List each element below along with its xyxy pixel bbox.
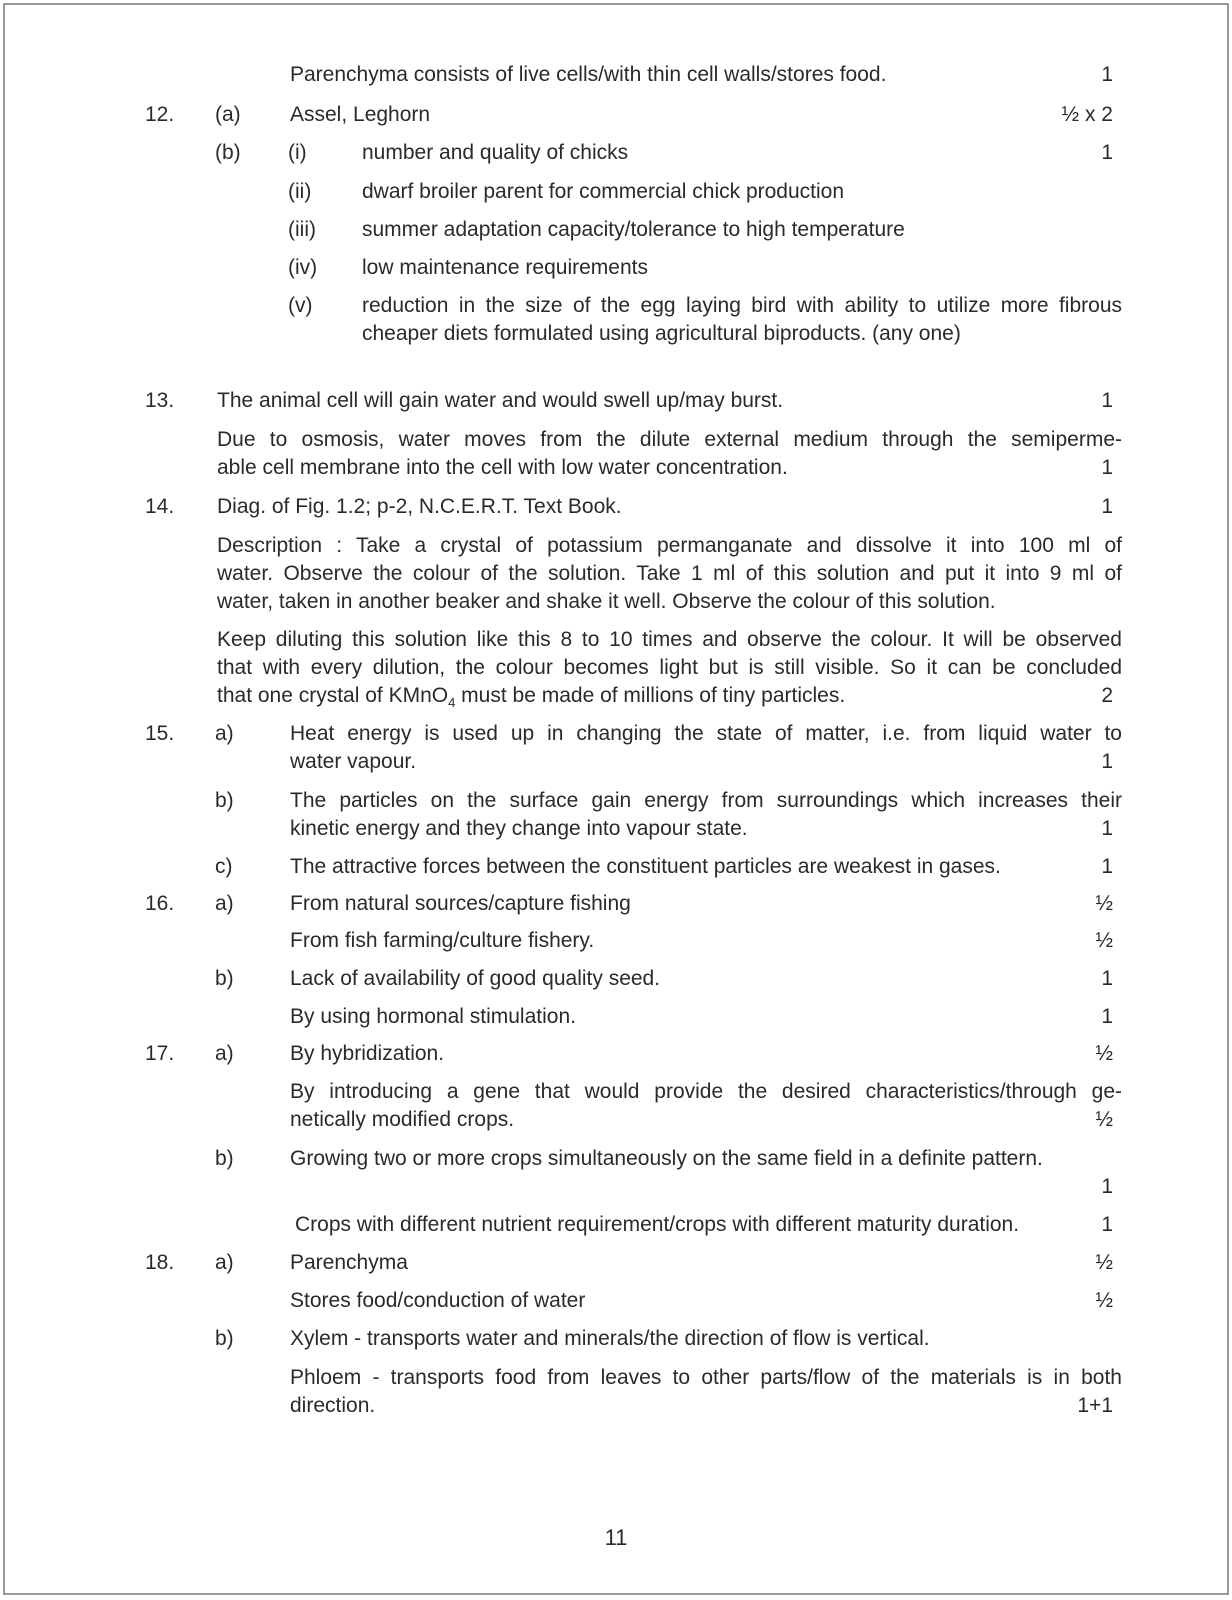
answer-line: From fish farming/culture fishery. <box>290 929 595 952</box>
item-label: (v) <box>288 294 313 317</box>
part-label: b) <box>215 789 234 812</box>
answer-line: able cell membrane into the cell with low water concentration. <box>217 456 788 479</box>
answer-line: By introducing a gene that would provide the desired characteristics/through ge- <box>290 1080 1122 1103</box>
answer-line: dwarf broiler parent for commercial chick production <box>362 180 845 203</box>
item-label: (iii) <box>288 218 316 241</box>
part-label: a) <box>215 892 234 915</box>
question-number: 16. <box>145 892 175 915</box>
answer-line: number and quality of chicks <box>362 141 629 164</box>
marks: 1 <box>1101 1005 1113 1028</box>
answer-line: By hybridization. <box>290 1042 445 1065</box>
answer-line: low maintenance requirements <box>362 256 648 279</box>
answer-line: Parenchyma <box>290 1251 408 1274</box>
answer-line: Description : Take a crystal of potassium permanganate and dissolve it into 100 ml of <box>217 534 1122 557</box>
answer-line: The animal cell will gain water and would swell up/may burst. <box>217 389 784 412</box>
part-label: b) <box>215 1327 234 1350</box>
answer-line: Heat energy is used up in changing the state of matter, i.e. from liquid water to <box>290 722 1122 745</box>
answer-line: water vapour. <box>290 750 417 773</box>
part-label: a) <box>215 1042 234 1065</box>
answer-line: cheaper diets formulated using agricultural biproducts. (any one) <box>362 322 961 345</box>
marks: 1 <box>1101 750 1113 773</box>
marks: ½ <box>1095 1289 1113 1312</box>
page-number: 11 <box>604 1525 628 1550</box>
part-label: c) <box>215 855 233 878</box>
marks: ½ <box>1095 1108 1113 1131</box>
answer-line: Parenchyma consists of live cells/with thin cell walls/stores food. <box>290 63 887 86</box>
marks: 2 <box>1101 684 1113 707</box>
question-number: 14. <box>145 495 175 518</box>
marks: ½ x 2 <box>1061 103 1113 126</box>
answer-line <box>217 682 1122 710</box>
question-number: 17. <box>145 1042 175 1065</box>
question-number: 18. <box>145 1251 175 1274</box>
answer-line: Diag. of Fig. 1.2; p-2, N.C.E.R.T. Text Book. <box>217 495 622 518</box>
marks: ½ <box>1095 929 1113 952</box>
answer-line: From natural sources/capture fishing <box>290 892 631 915</box>
item-label: (ii) <box>288 180 312 203</box>
marks: 1 <box>1101 967 1113 990</box>
marks: 1 <box>1101 456 1113 479</box>
marks: 1 <box>1101 389 1113 412</box>
marks: ½ <box>1095 892 1113 915</box>
answer-line: Growing two or more crops simultaneously on the same field in a definite pattern. <box>290 1147 1043 1170</box>
item-label: (iv) <box>288 256 318 279</box>
answer-line: Xylem - transports water and minerals/the direction of flow is vertical. <box>290 1327 930 1350</box>
marks: 1 <box>1101 63 1113 86</box>
answer-line: netically modified crops. <box>290 1108 515 1131</box>
answer-line: kinetic energy and they change into vapour state. <box>290 817 748 840</box>
answer-line: that with every dilution, the colour becomes light but is still visible. So it can be concluded <box>217 656 1122 679</box>
marks: 1 <box>1101 495 1113 518</box>
answer-line: direction. <box>290 1394 376 1417</box>
marks: 1 <box>1101 817 1113 840</box>
subscript: 4 <box>448 695 456 710</box>
answer-line: water. Observe the colour of the solution. Take 1 ml of this solution and put it into 9 ml of <box>217 562 1122 585</box>
part-label: b) <box>215 1147 234 1170</box>
marks: ½ <box>1095 1042 1113 1065</box>
answer-line: The attractive forces between the constituent particles are weakest in gases. <box>290 855 1001 878</box>
question-number: 15. <box>145 722 175 745</box>
answer-line: Stores food/conduction of water <box>290 1289 586 1312</box>
answer-line: Phloem - transports food from leaves to other parts/flow of the materials is in both <box>290 1366 1122 1389</box>
marks: ½ <box>1095 1251 1113 1274</box>
text-run: must be made of millions of tiny particles. <box>455 684 846 707</box>
marks: 1+1 <box>1077 1394 1113 1417</box>
answer-line: Due to osmosis, water moves from the dilute external medium through the semiperme- <box>217 428 1122 451</box>
answer-line: Crops with different nutrient requirement/crops with different maturity duration. <box>295 1213 1020 1236</box>
question-number: 13. <box>145 389 175 412</box>
text-run: that one crystal of KMnO <box>217 684 449 707</box>
answer-line: The particles on the surface gain energy from surroundings which increases their <box>290 789 1122 812</box>
answer-line: summer adaptation capacity/tolerance to high temperature <box>362 218 905 241</box>
part-label: (a) <box>215 103 241 126</box>
marks: 1 <box>1101 141 1113 164</box>
part-label: a) <box>215 1251 234 1274</box>
item-label: (i) <box>288 141 307 164</box>
part-label: a) <box>215 722 234 745</box>
answer-line: Keep diluting this solution like this 8 to 10 times and observe the colour. It will be observed <box>217 628 1122 651</box>
question-number: 12. <box>145 103 175 126</box>
answer-line: water, taken in another beaker and shake it well. Observe the colour of this solution. <box>217 590 996 613</box>
answer-line: Assel, Leghorn <box>290 103 431 126</box>
marks: 1 <box>1101 1213 1113 1236</box>
answer-line: Lack of availability of good quality seed. <box>290 967 661 990</box>
marks: 1 <box>1101 855 1113 878</box>
part-label: (b) <box>215 141 241 164</box>
marks: 1 <box>1101 1175 1113 1198</box>
part-label: b) <box>215 967 234 990</box>
answer-line: By using hormonal stimulation. <box>290 1005 576 1028</box>
answer-key-page <box>3 3 1229 1595</box>
answer-line: reduction in the size of the egg laying bird with ability to utilize more fibrous <box>362 294 1122 317</box>
